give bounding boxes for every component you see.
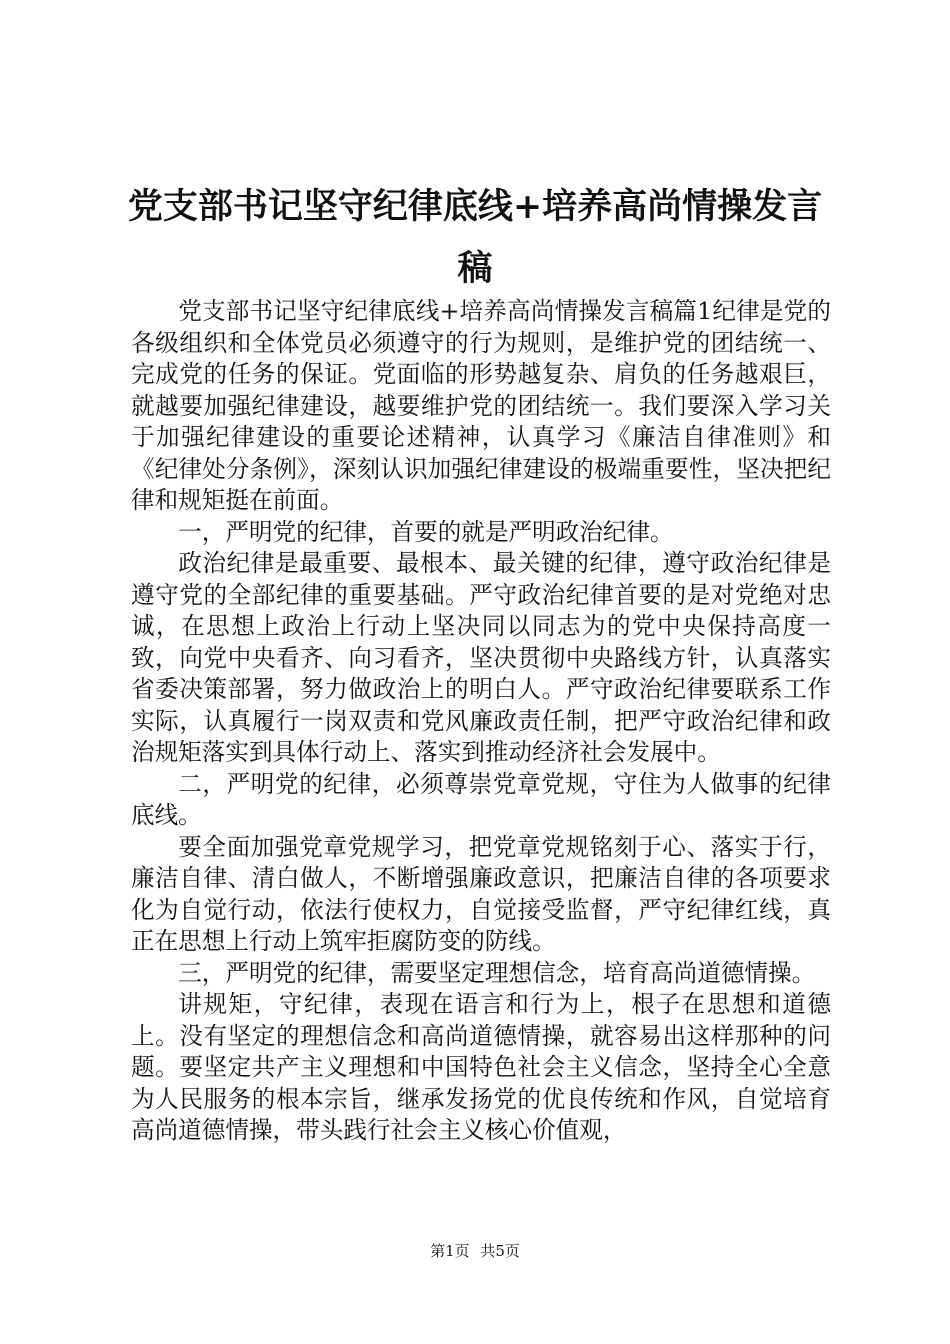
paragraph-heading-2: 二，严明党的纪律，必须尊崇党章党规，守住为人做事的纪律底线。	[131, 769, 831, 829]
page-footer	[0, 1241, 950, 1261]
paragraph-ideals: 讲规矩，守纪律，表现在语言和行为上，根子在思想和道德上。没有坚定的理想信念和高尚道德情操，就容易出这样那种的问题。要坚定共产主义理想和中国特色社会主义信念，坚持全心全意为人民服务的根本宗旨，继承发扬党的优良传统和作风，自觉培育高尚道德情操，带头践行社会主义核心价值观，	[131, 990, 831, 1144]
document-title: 党支部书记坚守纪律底线+培养高尚情操发言稿	[127, 186, 823, 289]
paragraph-heading-3: 三，严明党的纪律，需要坚定理想信念，培育高尚道德情操。	[178, 958, 816, 987]
paragraph-party-rules: 要全面加强党章党规学习，把党章党规铭刻于心、落实于行，廉洁自律、清白做人，不断增强廉政意识，把廉洁自律的各项要求化为自觉行动，依法行使权力，自觉接受监督，严守纪律红线，真正在思想上行动上筑牢拒腐防变的防线。	[131, 832, 831, 955]
page-number: 第1页	[430, 1242, 470, 1260]
paragraph-intro: 党支部书记坚守纪律底线+培养高尚情操发言稿篇1纪律是党的各级组织和全体党员必须遵守的行为规则，是维护党的团结统一、完成党的任务的保证。党面临的形势越复杂、肩负的任务越艰巨，就越要加强纪律建设，越要维护党的团结统一。我们要深入学习关于加强纪律建设的重要论述精神，认真学习《廉洁自律准则》和《纪律处分条例》，深刻认识加强纪律建设的极端重要性，坚决把纪律和规矩挺在前面。	[131, 297, 831, 514]
document-body	[131, 296, 831, 1147]
page-total: 共5页	[480, 1242, 520, 1260]
paragraph-heading-1: 一，严明党的纪律，首要的就是严明政治纪律。	[178, 517, 674, 546]
paragraph-political-discipline: 政治纪律是最重要、最根本、最关键的纪律，遵守政治纪律是遵守党的全部纪律的重要基础。严守政治纪律首要的是对党绝对忠诚，在思想上政治上行动上坚决同以同志为的党中央保持高度一致，向党中央看齐、向习看齐，坚决贯彻中央路线方针，认真落实省委决策部署，努力做政治上的明白人。严守政治纪律要联系工作实际，认真履行一岗双责和党风廉政责任制，把严守政治纪律和政治规矩落实到具体行动上、落实到推动经济社会发展中。	[131, 549, 831, 766]
